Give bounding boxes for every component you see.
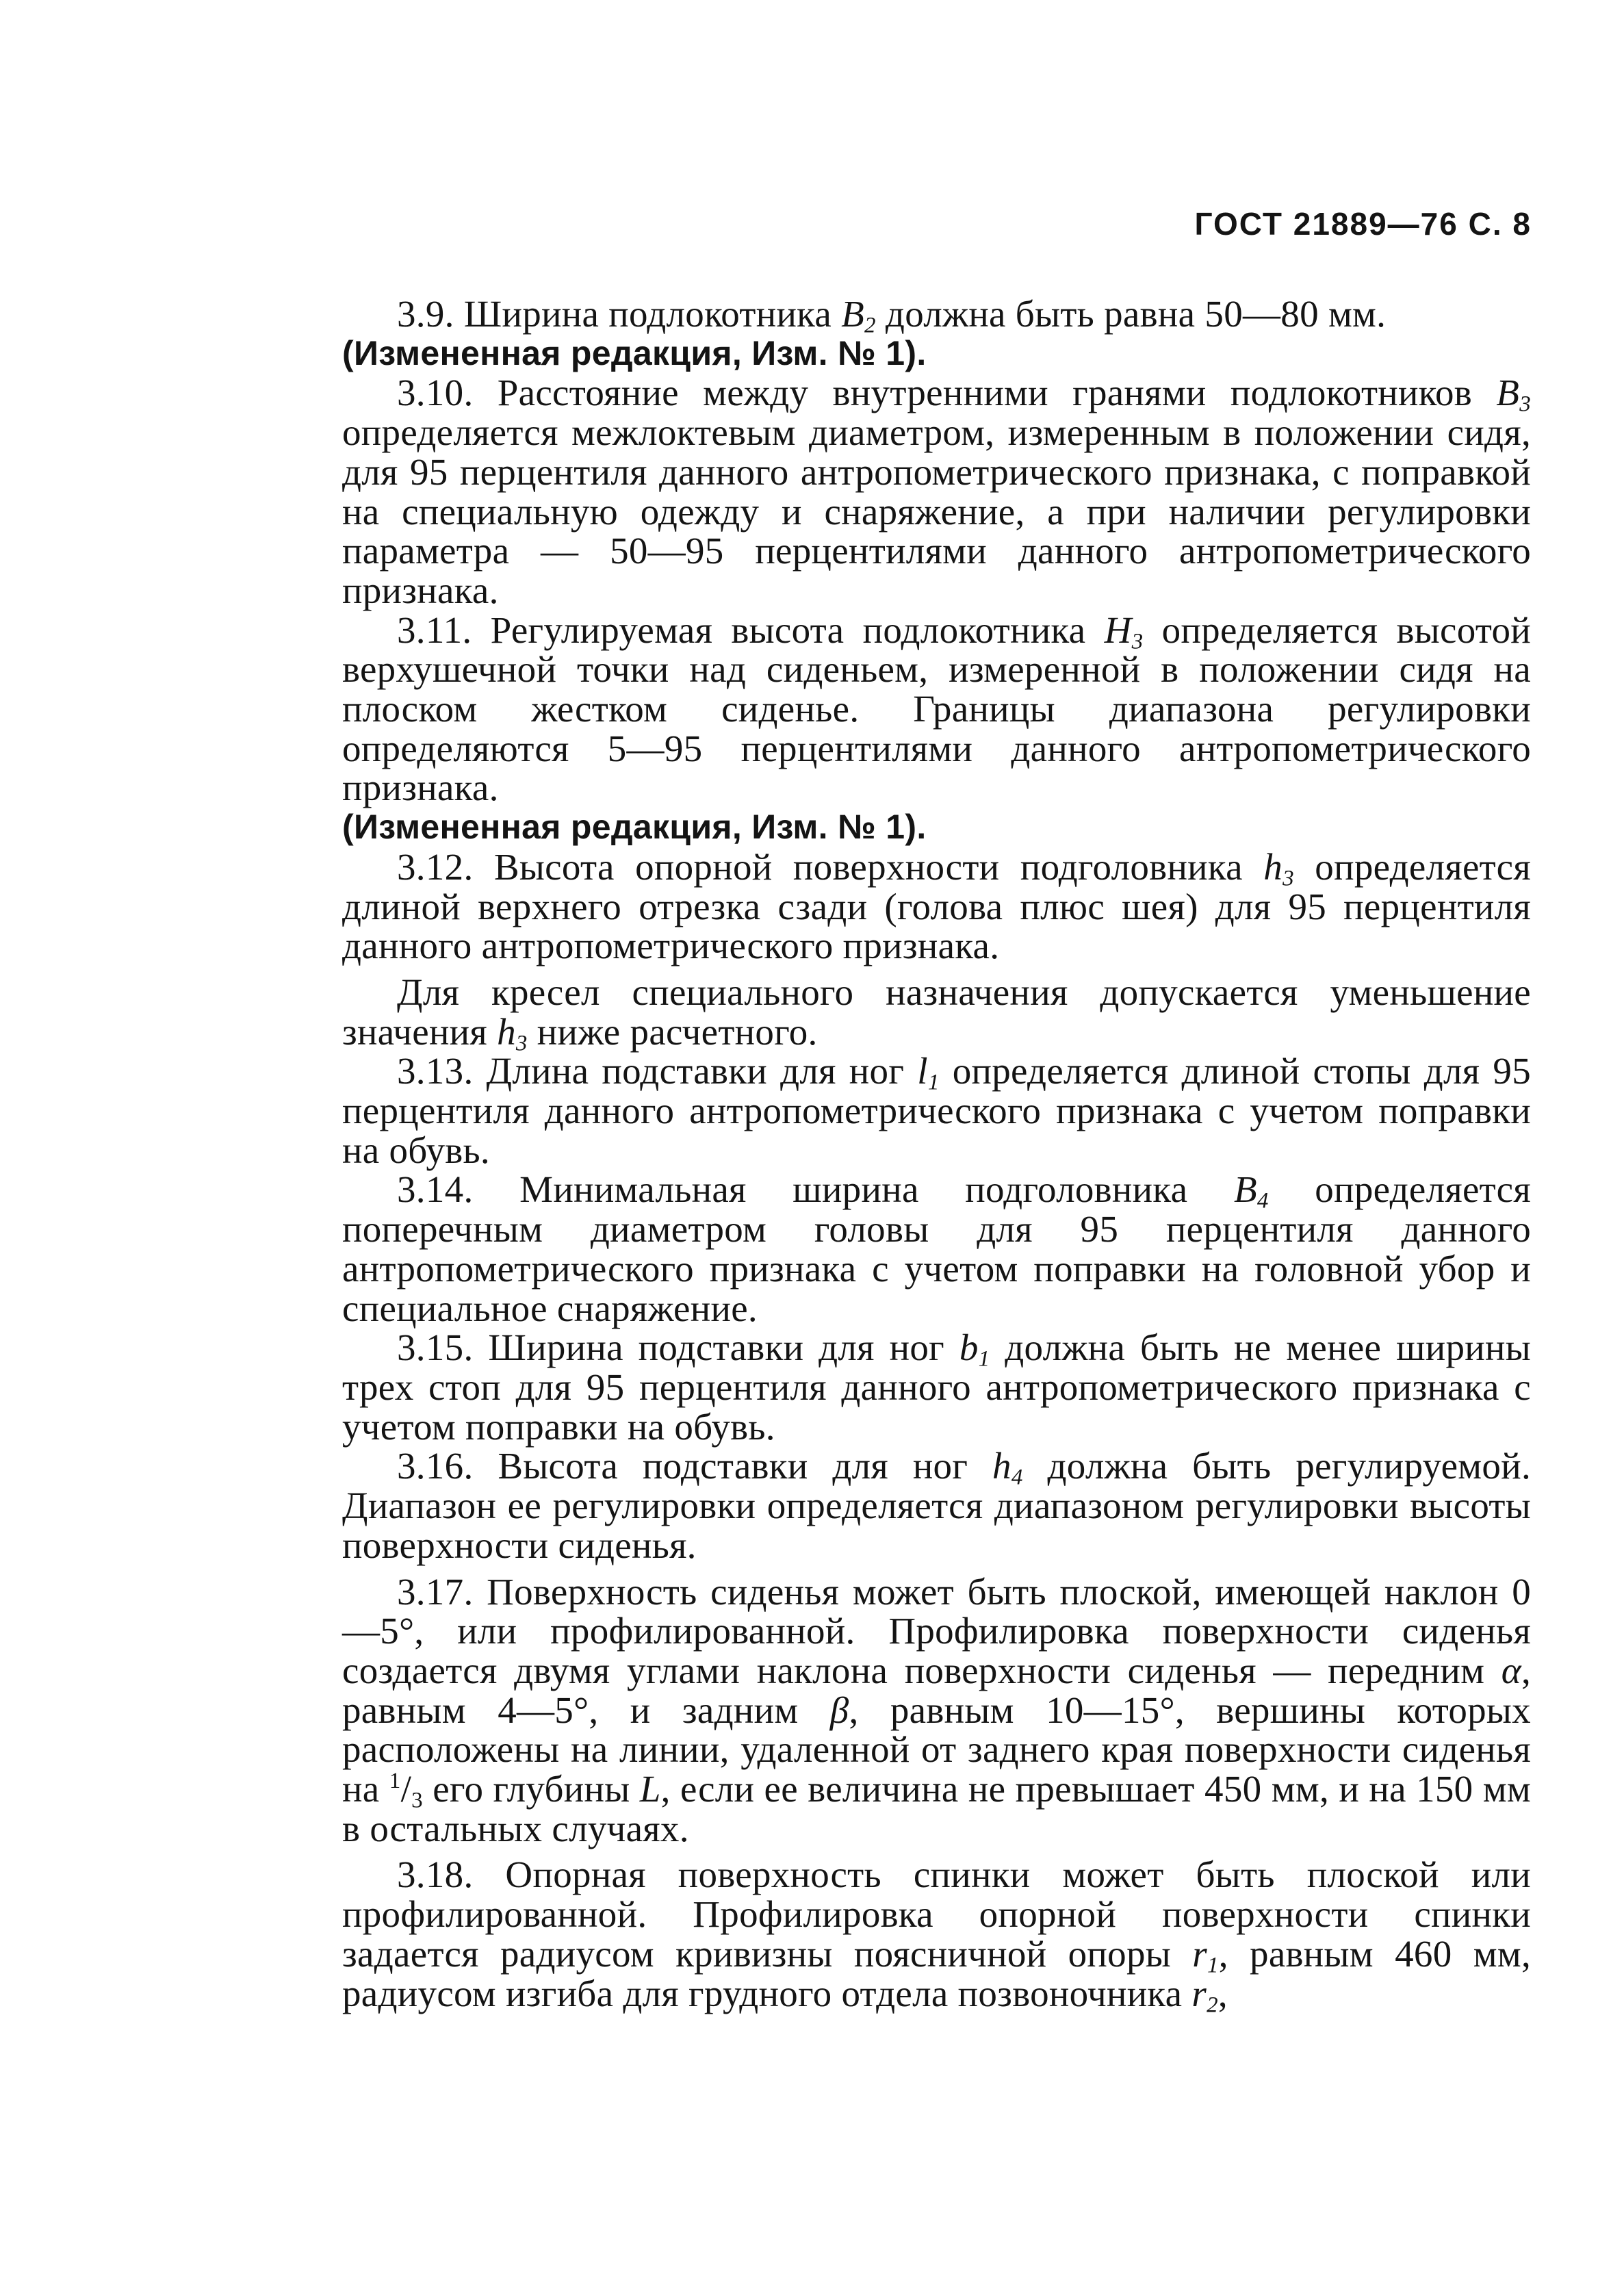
fraction-one-third: $^1/_3$	[389, 1768, 423, 1813]
page-header	[1195, 205, 1532, 242]
clause-3-13: 3.13. Длина подставки для ног $l_1$ определяется длиной стопы для 95 перцентиля данного антропометрического признака с учетом поправки на обувь.	[342, 1050, 1531, 1171]
clause-3-14: 3.14. Минимальная ширина подголовника $B_4$ определяется поперечным диаметром головы для 95 перцентиля данного антропометрического признака с учетом поправки на головной убор и специальное снаряжение.	[342, 1168, 1531, 1329]
symbol-h4: $h_4$	[992, 1445, 1023, 1490]
clause-3-10: 3.10. Расстояние между внутренними гранями подлокотников $B_3$ определяется межлоктевым диаметром, измеренным в положении сидя, для 95 перцентиля данного антропометрического признака, с поправкой на специальную одежду и снаряжение, а при наличии регулировки параметра — 50—95 перцентилями данного антропометрического признака.	[342, 372, 1531, 611]
symbol-b1: $b_1$	[959, 1326, 990, 1372]
symbol-alpha: α	[1501, 1649, 1521, 1691]
clause-3-11: 3.11. Регулируемая высота подлокотника $H_3$ определяется высотой верхушечной точки над сиденьем, измеренной в положении сидя на плоском жестком сиденье. Границы диапазона регулировки определяются 5—95 перцентилями данного антропометрического признака.	[342, 608, 1531, 809]
symbol-r2: $r_2$	[1191, 1972, 1218, 2017]
clause-3-12: 3.12. Высота опорной поверхности подголовника $h_3$ определяется длиной верхнего отрезка сзади (голова плюс шея) для 95 перцентиля данного антропометрического признака.	[342, 845, 1531, 967]
clause-3-16: 3.16. Высота подставки для ног $h_4$ должна быть регулируемой. Диапазон ее регулировки определяется диапазоном регулировки высоты поверхности сиденья.	[342, 1445, 1531, 1566]
clause-3-12-note: Для кресел специального назначения допускается уменьшение значения $h_3$ ниже расчетного.	[342, 971, 1531, 1055]
symbol-b2: $B_2$	[841, 293, 876, 338]
document-body	[342, 293, 1531, 2017]
amendment-note: (Измененная редакция, Изм. № 1).	[342, 333, 927, 372]
symbol-r1: $r_1$	[1192, 1932, 1219, 1978]
symbol-L: L	[639, 1768, 661, 1810]
symbol-b4: $B_4$	[1233, 1168, 1269, 1214]
standard-number: ГОСТ 21889—76	[1194, 206, 1458, 242]
symbol-beta: β	[829, 1689, 849, 1731]
symbol-h3: $h_3$	[497, 1010, 528, 1055]
clause-3-18: 3.18. Опорная поверхность спинки может быть плоской или профилированной. Профилировка опорной поверхности спинки задается радиусом кривизны поясничной опоры $r_1$, равным 460 мм, радиусом изгиба для грудного отдела позвоночника $r_2$,	[342, 1854, 1531, 2017]
clause-3-15: 3.15. Ширина подставки для ног $b_1$ должна быть не менее ширины трех стоп для 95 перцентиля данного антропометрического признака с учетом поправки на обувь.	[342, 1326, 1531, 1448]
symbol-b3: $B_3$	[1496, 372, 1531, 417]
page-number: С. 8	[1468, 206, 1532, 242]
symbol-h3: $h_3$	[1263, 845, 1294, 891]
clause-3-9: 3.9. Ширина подлокотника $B_2$ должна быть равна 50—80 мм.	[397, 293, 1387, 338]
clause-3-17: 3.17. Поверхность сиденья может быть плоской, имеющей наклон 0—5°, или профилированной. Профилировка поверхности сиденья создается двумя углами наклона поверхности сиденья — передним α, равным 4—5°, и задним β, равным 10—15°, вершины которых расположены на линии, удаленной от заднего края поверхности сиденья на $^1/_3$ его глубины L, если ее величина не превышает 450 мм, и на 150 мм в остальных случаях.	[342, 1570, 1531, 1849]
amendment-note: (Измененная редакция, Изм. № 1).	[342, 808, 927, 847]
symbol-l1: $l_1$	[917, 1050, 940, 1095]
symbol-h3-upper: $H_3$	[1104, 608, 1144, 654]
